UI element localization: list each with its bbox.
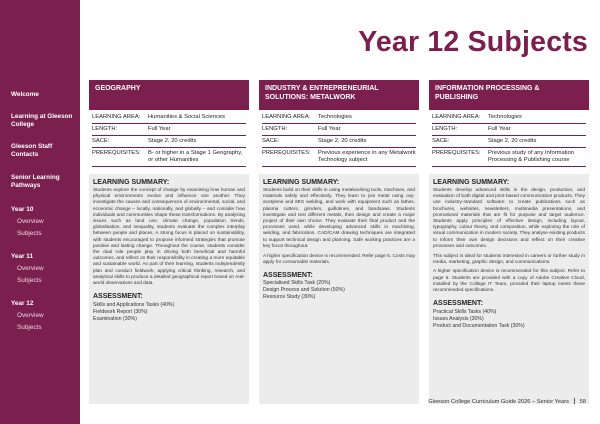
info-row-length (262, 124, 416, 136)
nav-year-11-overview[interactable]: Overview (17, 265, 44, 272)
nav-senior-pathways[interactable]: Senior Learning Pathways (11, 174, 60, 190)
assessment-heading: ASSESSMENT: (93, 293, 143, 301)
info-value: Technologies (488, 114, 522, 120)
info-row-length (432, 124, 586, 136)
info-row-learning-area (432, 110, 586, 124)
info-label: PREREQUISITES: (92, 150, 141, 156)
learning-summary-heading: LEARNING SUMMARY: (263, 179, 340, 186)
info-label: LEARNING AREA: (92, 114, 141, 120)
nav-year-12-overview[interactable]: Overview (17, 312, 44, 319)
assessment-item: Skills and Applications Tasks (40%) (93, 301, 175, 308)
info-label: LEARNING AREA: (432, 114, 481, 120)
info-row-sace (92, 136, 246, 148)
summary-paragraph: Students build on their skills in using metalworking tools, machines, and materials safely and effectively. They learn to join metal using oxy-acetylene and MIG welding, and work with equipment such as lathes, plasma cutters, grinders, guillotines, and bandsaws. Students investigate and test different metals, then design and create a major project of their own choice. They evaluate their final product and the processes used, while developing advanced skills in machining, welding, and fabrication. CAD/CAM drawing techniques are integrated to support technical design and planning. Safe working practices are a key focus throughout. (263, 188, 415, 249)
summary-paragraph: A higher specification device is recommended for this subject. Refer to page 5. Students are provided with a copy of Adobe Creative Cloud, installed by the College IT Team, provided their laptop meets these recommended specifications. (433, 269, 585, 294)
page-number: 58 (579, 399, 586, 405)
subject-card-metalwork (259, 80, 419, 404)
nav-year-10-subjects[interactable]: Subjects (17, 230, 42, 237)
info-label: SACE: (432, 138, 450, 144)
page-footer (428, 398, 586, 405)
assessment-item: Fieldwork Report (30%) (93, 308, 148, 315)
info-value: Previous experience in any Metalwork Technology subject (318, 150, 416, 163)
assessment-item: Resource Study (30%) (263, 294, 316, 301)
info-label: PREREQUISITES: (262, 150, 311, 156)
assessment-heading: ASSESSMENT: (433, 300, 483, 308)
assessment-item: Design Process and Solution (50%) (263, 287, 345, 294)
info-row-learning-area (262, 110, 416, 124)
info-value: Full Year (148, 126, 171, 132)
subject-title: INFORMATION PROCESSING & PUBLISHING (429, 80, 589, 110)
info-row-learning-area (92, 110, 246, 124)
nav-year-12-subjects[interactable]: Subjects (17, 324, 42, 331)
subject-body (429, 174, 589, 330)
assessment-list (263, 280, 415, 301)
info-value: Stage 2, 20 credits (488, 138, 537, 144)
assessment-item: Practical Skills Tasks (40%) (433, 308, 497, 315)
assessment-list (433, 309, 585, 330)
info-value: B- or higher in a Stage 1 Geography, or other Humanities (148, 150, 243, 163)
assessment-list (93, 302, 245, 323)
assessment-item: Specialised Skills Task (20%) (263, 280, 331, 287)
info-row-length (92, 124, 246, 136)
info-row-prerequisites (262, 148, 416, 167)
info-label: SACE: (262, 138, 280, 144)
nav-welcome[interactable]: Welcome (11, 91, 39, 98)
learning-summary-heading: LEARNING SUMMARY: (93, 179, 170, 186)
info-value: Previous study of any Information Processing & Publishing course (488, 150, 575, 163)
sidebar-nav (0, 0, 80, 424)
subject-body (89, 174, 249, 323)
info-value: Stage 2, 20 credits (318, 138, 367, 144)
info-value: Full Year (318, 126, 341, 132)
assessment-item: Issues Analysis (30%) (433, 315, 484, 322)
assessment-heading: ASSESSMENT: (263, 271, 313, 279)
summary-paragraph: A higher specification device is recommended. Refer page 5. Costs may apply for consumable materials. (263, 253, 415, 265)
assessment-item: Examination (30%) (93, 315, 137, 322)
nav-year-12[interactable]: Year 12 (11, 300, 34, 307)
summary-paragraph: This subject is ideal for students interested in careers or further study in media, marketing, graphic design, and communications. (433, 253, 585, 265)
info-row-prerequisites (92, 148, 246, 167)
info-label: LEARNING AREA: (262, 114, 311, 120)
subject-info-table (259, 110, 419, 174)
subject-card-geography (89, 80, 249, 404)
subject-info-table (89, 110, 249, 174)
nav-learning-at-gleeson[interactable]: Learning at Gleeson College (11, 113, 73, 129)
info-label: SACE: (92, 138, 110, 144)
info-label: LENGTH: (262, 126, 288, 132)
info-value: Stage 2, 20 credits (148, 138, 197, 144)
learning-summary-heading: LEARNING SUMMARY: (433, 179, 510, 186)
subject-title: INDUSTRY & ENTREPRENEURIAL SOLUTIONS: METALWORK (259, 80, 419, 110)
nav-year-11-subjects[interactable]: Subjects (17, 277, 42, 284)
nav-year-10[interactable]: Year 10 (11, 206, 34, 213)
info-label: PREREQUISITES: (432, 150, 481, 156)
subject-body (259, 174, 419, 301)
info-value: Humanities & Social Sciences (148, 114, 226, 120)
info-row-prerequisites (432, 148, 586, 167)
footer-text: Gleeson College Curriculum Guide 2026 – Senior Years (428, 399, 569, 405)
footer-divider (574, 398, 575, 404)
info-label: LENGTH: (432, 126, 458, 132)
assessment-item: Product and Documentation Task (30%) (433, 322, 525, 329)
info-row-sace (262, 136, 416, 148)
page-title: Year 12 Subjects (358, 26, 588, 58)
summary-paragraph: Students develop advanced skills in the design, production, and evaluation of both digital and print-based communication products. They use industry-standard software to create publications such as brochures, websites, newsletters, multimedia presentations, and promotional materials that are fit for purpose and target audience. Students apply principles of effective design, including layout, typography, colour theory, and composition, while exploring the role of visual communication in modern society. They analyse existing products to inform their own design decisions and reflect on their creative processes and outcomes. (433, 188, 585, 249)
summary-paragraph: Students explore the concept of change by examining how human and physical environments evolve and influence one another. They investigate the causes and consequences of environmental, social, and economic change – locally, nationally, and globally – and consider how individuals and communities shape these transformations. By analysing issues such as land use, climate change, population trends, globalisation, and inequality, students evaluate the complex interplay between people and places. A strong focus is placed on sustainability, with students encouraged to propose informed strategies that promote positive and lasting change. Throughout the course, students consider the dual role people play in driving both beneficial and harmful outcomes, and reflect on their responsibility in creating a more equitable and sustainable world. As part of their learning, students independently plan and conduct fieldwork, applying critical thinking, research, and analytical skills to produce a detailed geographical report based on real-world observations and data. (93, 188, 245, 287)
info-value: Technologies (318, 114, 352, 120)
subject-title: GEOGRAPHY (89, 80, 249, 110)
nav-staff-contacts[interactable]: Gleeson Staff Contacts (11, 143, 53, 159)
info-row-sace (432, 136, 586, 148)
subject-card-ipp (429, 80, 589, 404)
subject-info-table (429, 110, 589, 174)
info-value: Full Year (488, 126, 511, 132)
info-label: LENGTH: (92, 126, 118, 132)
nav-year-10-overview[interactable]: Overview (17, 218, 44, 225)
nav-year-11[interactable]: Year 11 (11, 253, 34, 260)
